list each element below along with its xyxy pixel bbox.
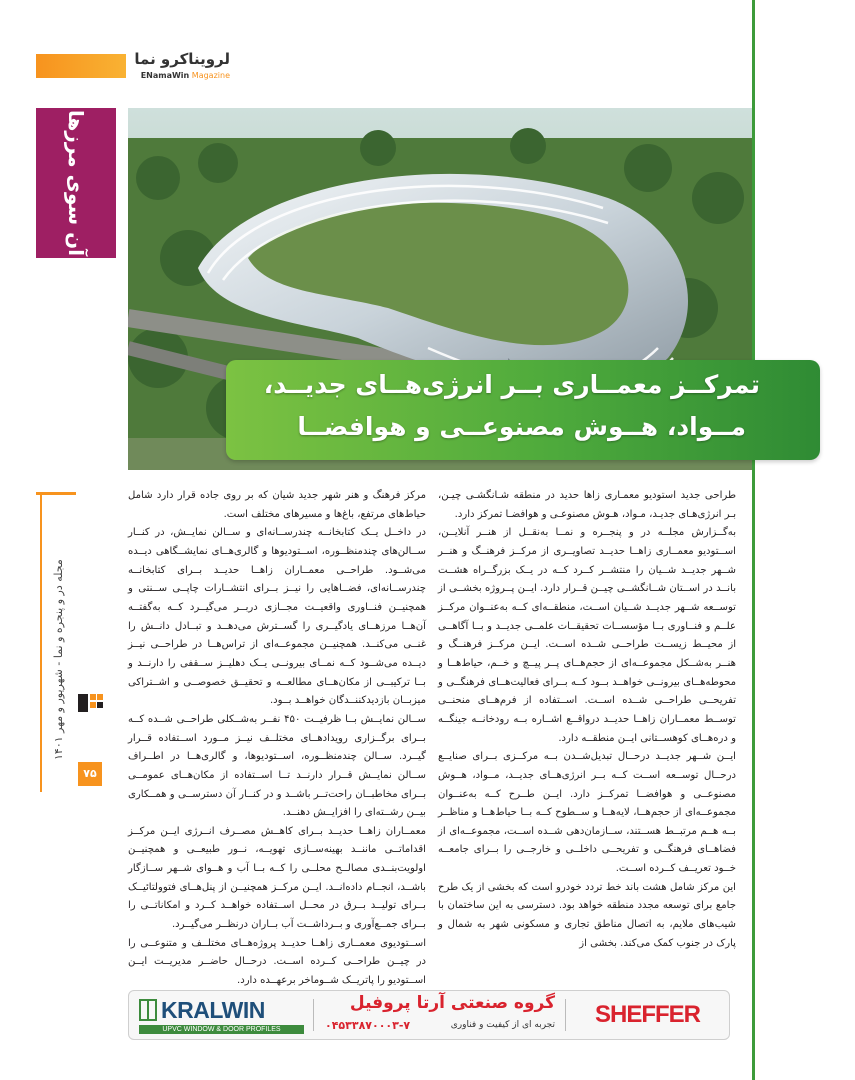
window-icon (139, 999, 157, 1021)
advertisement-banner[interactable] (128, 990, 730, 1040)
kralwin-subtitle: UPVC WINDOW & DOOR PROFILES (139, 1025, 304, 1034)
group-name: گروه صنعتی آرتا پروفیل (349, 993, 555, 1013)
paragraph: در داخــل یــک کتابخانــه چندرســانه‌ای و ســالن نمایــش، در کنــار ســالن‌های چندمنظــوره، اســتودیوها و گالری‌هــای نمایشــگاهی دیــده می‌شــود. طراحــی معمــاران زاهــا حدیــد بــرای کتابخانــه چندرســانه‌ای، فضــاهایی را نیــز بــرای انتشــارات چاپــی ســنتی و همچنیــن فنــاوری واقعیــت مجــازی دربــر می‌گیــرد کــه به‌گفتــه آن‌هــا مرزهــای یادگیــری را گســترش می‌دهــد و تبــادل دانــش را غنــی می‌کنــد. همچنیــن مجموعــه‌ای از تراس‌هــا در طراحــی نیــز دیــده می‌شــود کــه نمــای بیرونــی یــک دهلیــز ســقفی را دارنــد و بــا ترکیبــی از مکان‌هــای مطالعــه و تحقیــق خصوصــی و اشــتراکی میزبــان بازدیدکننــدگان خواهــد بــود. (128, 527, 426, 707)
logo-text-en: ENamaWin Magazine (140, 71, 230, 80)
paragraph: طراحی جدید استودیو معمـاری زاها حدید در منطقه شـانگشـی چیـن، بـر انرژی‌هـای جدیـد، مـواد، هـوش مصنوعـی و هوافضـا تمرکز دارد. (438, 490, 736, 520)
article-title-box (226, 360, 820, 460)
sheffer-logo (595, 999, 701, 1031)
logo-text-fa: لرویناکرو نما (134, 50, 230, 68)
magazine-logo (130, 50, 230, 86)
paragraph: ســالن نمایــش بــا ظرفیــت ۴۵۰ نفــر به‌شــکلی طراحــی شــده کــه بــرای برگــزاری رویدادهــای مختلــف نیــز مــورد اســتفاده قــرار گیــرد. ســالن چندمنظــوره، اســتودیوها، و گالری‌هــا در اطــراف ســالن نمایــش قــرار دارنــد تــا اســتفاده از مکان‌هــای عمومــی بــرای مخاطبــان راحت‌تــر باشــد و در کنــار آن دسترســی و همــکاری بیــن رشــته‌ای را افزایــش دهنــد. (128, 713, 426, 819)
article-title-line-1: تمرکــز معمــاری بــر انرژی‌هــای جدیــد، (263, 370, 760, 399)
paragraph: معمــاران زاهــا حدیــد بــرای کاهــش مصــرف انــرژی ایــن مرکــز اقداماتــی ماننــد بهینه‌ســازی تهویــه، نــور طبیعــی و همچنیــن اولویت‌بنــدی مصالــح محلــی را کــه بــا آب و هــوای شــهر ســازگار باشــد، انجــام داده‌انــد. ایــن مرکــز همچنیــن از پنل‌هــای فتوولتائیــک بــرای تولیــد بــرق در محــل اســتفاده خواهــد کــرد و امکاناتــی را بــرای جمــع‌آوری و بــرداشــت آب بــاران درنظــر می‌گیــرد. (128, 825, 426, 931)
mini-logo-icon (78, 690, 104, 716)
article-column-right (438, 487, 736, 953)
orange-vertical-line (40, 492, 42, 792)
magazine-issue-label: مجله در و پنجره و نما - شهریور و مهر ۱۴۰۱ (52, 559, 65, 760)
paragraph: مرکز فرهنگ و هنر شهر جدید شیان که بر روی جاده قرار دارد شامل حیاط‌های مرتفع، باغ‌ها و مسیرهای مختلف است. (128, 490, 426, 520)
article-column-left (128, 487, 426, 991)
arta-profile-group (325, 993, 555, 1037)
ad-divider (565, 999, 566, 1031)
kralwin-name: KRALWIN (161, 997, 265, 1023)
page-rule-line (752, 0, 755, 1080)
group-tagline: تجربه ای از کیفیت و فناوری (450, 1020, 555, 1030)
paragraph: به‌گــزارش مجلــه در و پنجــره و نمــا به‌نقــل از هنــر آنلایــن، اســتودیو معمــاری زاهــا حدیــد تصاویــری از مرکــز فرهنــگ و هنــر شــهر جدیــد شــیان را منتشــر کــرد کــه در یــک بزرگــراه هشــت بانــد در اســتان شــانگشــی چیــن قــرار دارد. ایــن پــروژه بخشــی از توســعه شــهر جدیــد شــیان اســت، منطقــه‌ای کــه به‌عنــوان مرکــز علــم و فنــاوری بــا مؤسســات تحقیقــات علمــی جدیــد و بــا آگاهــی از محیــط زیســت طراحــی شــده اســت. ایــن مرکــز فرهنــگ و هنــر به‌شــکل مجموعــه‌ای از حجم‌هــای پــر پیــچ و خــم، حیاط‌هــا و محوطه‌هــای بیرونــی خواهــد بــود کــه بــرای فعالیت‌هــای فرهنگــی و تفریحــی طراحــی شــده اســت. اســتفاده از فرم‌هــای منحنــی توســط معمــاران زاهــا حدیــد درواقــع اشــاره بــه رودخانــه جینگــه و دره‌هــای کوهســتانی ایــن منطقــه دارد. (438, 527, 736, 744)
logo-color-bar (36, 54, 126, 78)
orange-tick (36, 492, 76, 495)
article-title-line-2: مــواد، هــوش مصنوعــی و هوافضــا (297, 412, 746, 441)
kralwin-logo (139, 997, 304, 1033)
ad-divider (313, 999, 314, 1031)
section-label: آن سوی مرزها (64, 109, 88, 257)
page-number: ۷۵ (78, 762, 102, 786)
paragraph: اســتودیوی معمــاری زاهــا حدیــد پروژه‌هــای مختلــف و متنوعــی را در چیــن طراحــی کــرده اســت. درحــال حاضــر مدیریــت ایــن اســتودیو را پاتریــک شــوماخر برعهــده دارد. (128, 937, 426, 987)
group-phone: ۰۴۵۳۳۸۷۰۰۰۳-۷ (325, 1019, 411, 1032)
section-tab (36, 108, 116, 258)
paragraph: ایــن شــهر جدیــد درحــال تبدیل‌شــدن بــه مرکــزی بــرای صنایــع درحــال توســعه اســت کــه بــر انرژی‌هــای جدیــد، مــواد، هــوش مصنوعــی و هوافضــا تمرکــز دارد. ایــن طــرح کــه به‌عنــوان مجموعــه‌ای از حجم‌هــا، لایه‌هــا و ســطوح کــه بــا حیاط‌هــا و مناظــر بــه هــم مرتبــط هســتند، ســازمان‌دهی شــده اســت، مجموعــه‌ای از فضاهــای فرهنگــی و تفریحــی داخلــی و خارجــی را بــرای جامعــه خــود تعریــف کــرده اســت. (438, 751, 736, 875)
paragraph: این مرکز شامل هشت باند خط تردد خودرو است که بخشی از یک طرح جامع برای توسعه مجدد منطقه خواهد بود. دسترسی به این ساختمان با شیب‌های ملایم، به اتصال مناطق تجاری و مسکونی شهر به شمال و پارک در جنوب کمک می‌کند. بخشی از (438, 881, 736, 949)
sheffer-name: SHEFFER (595, 1001, 701, 1028)
